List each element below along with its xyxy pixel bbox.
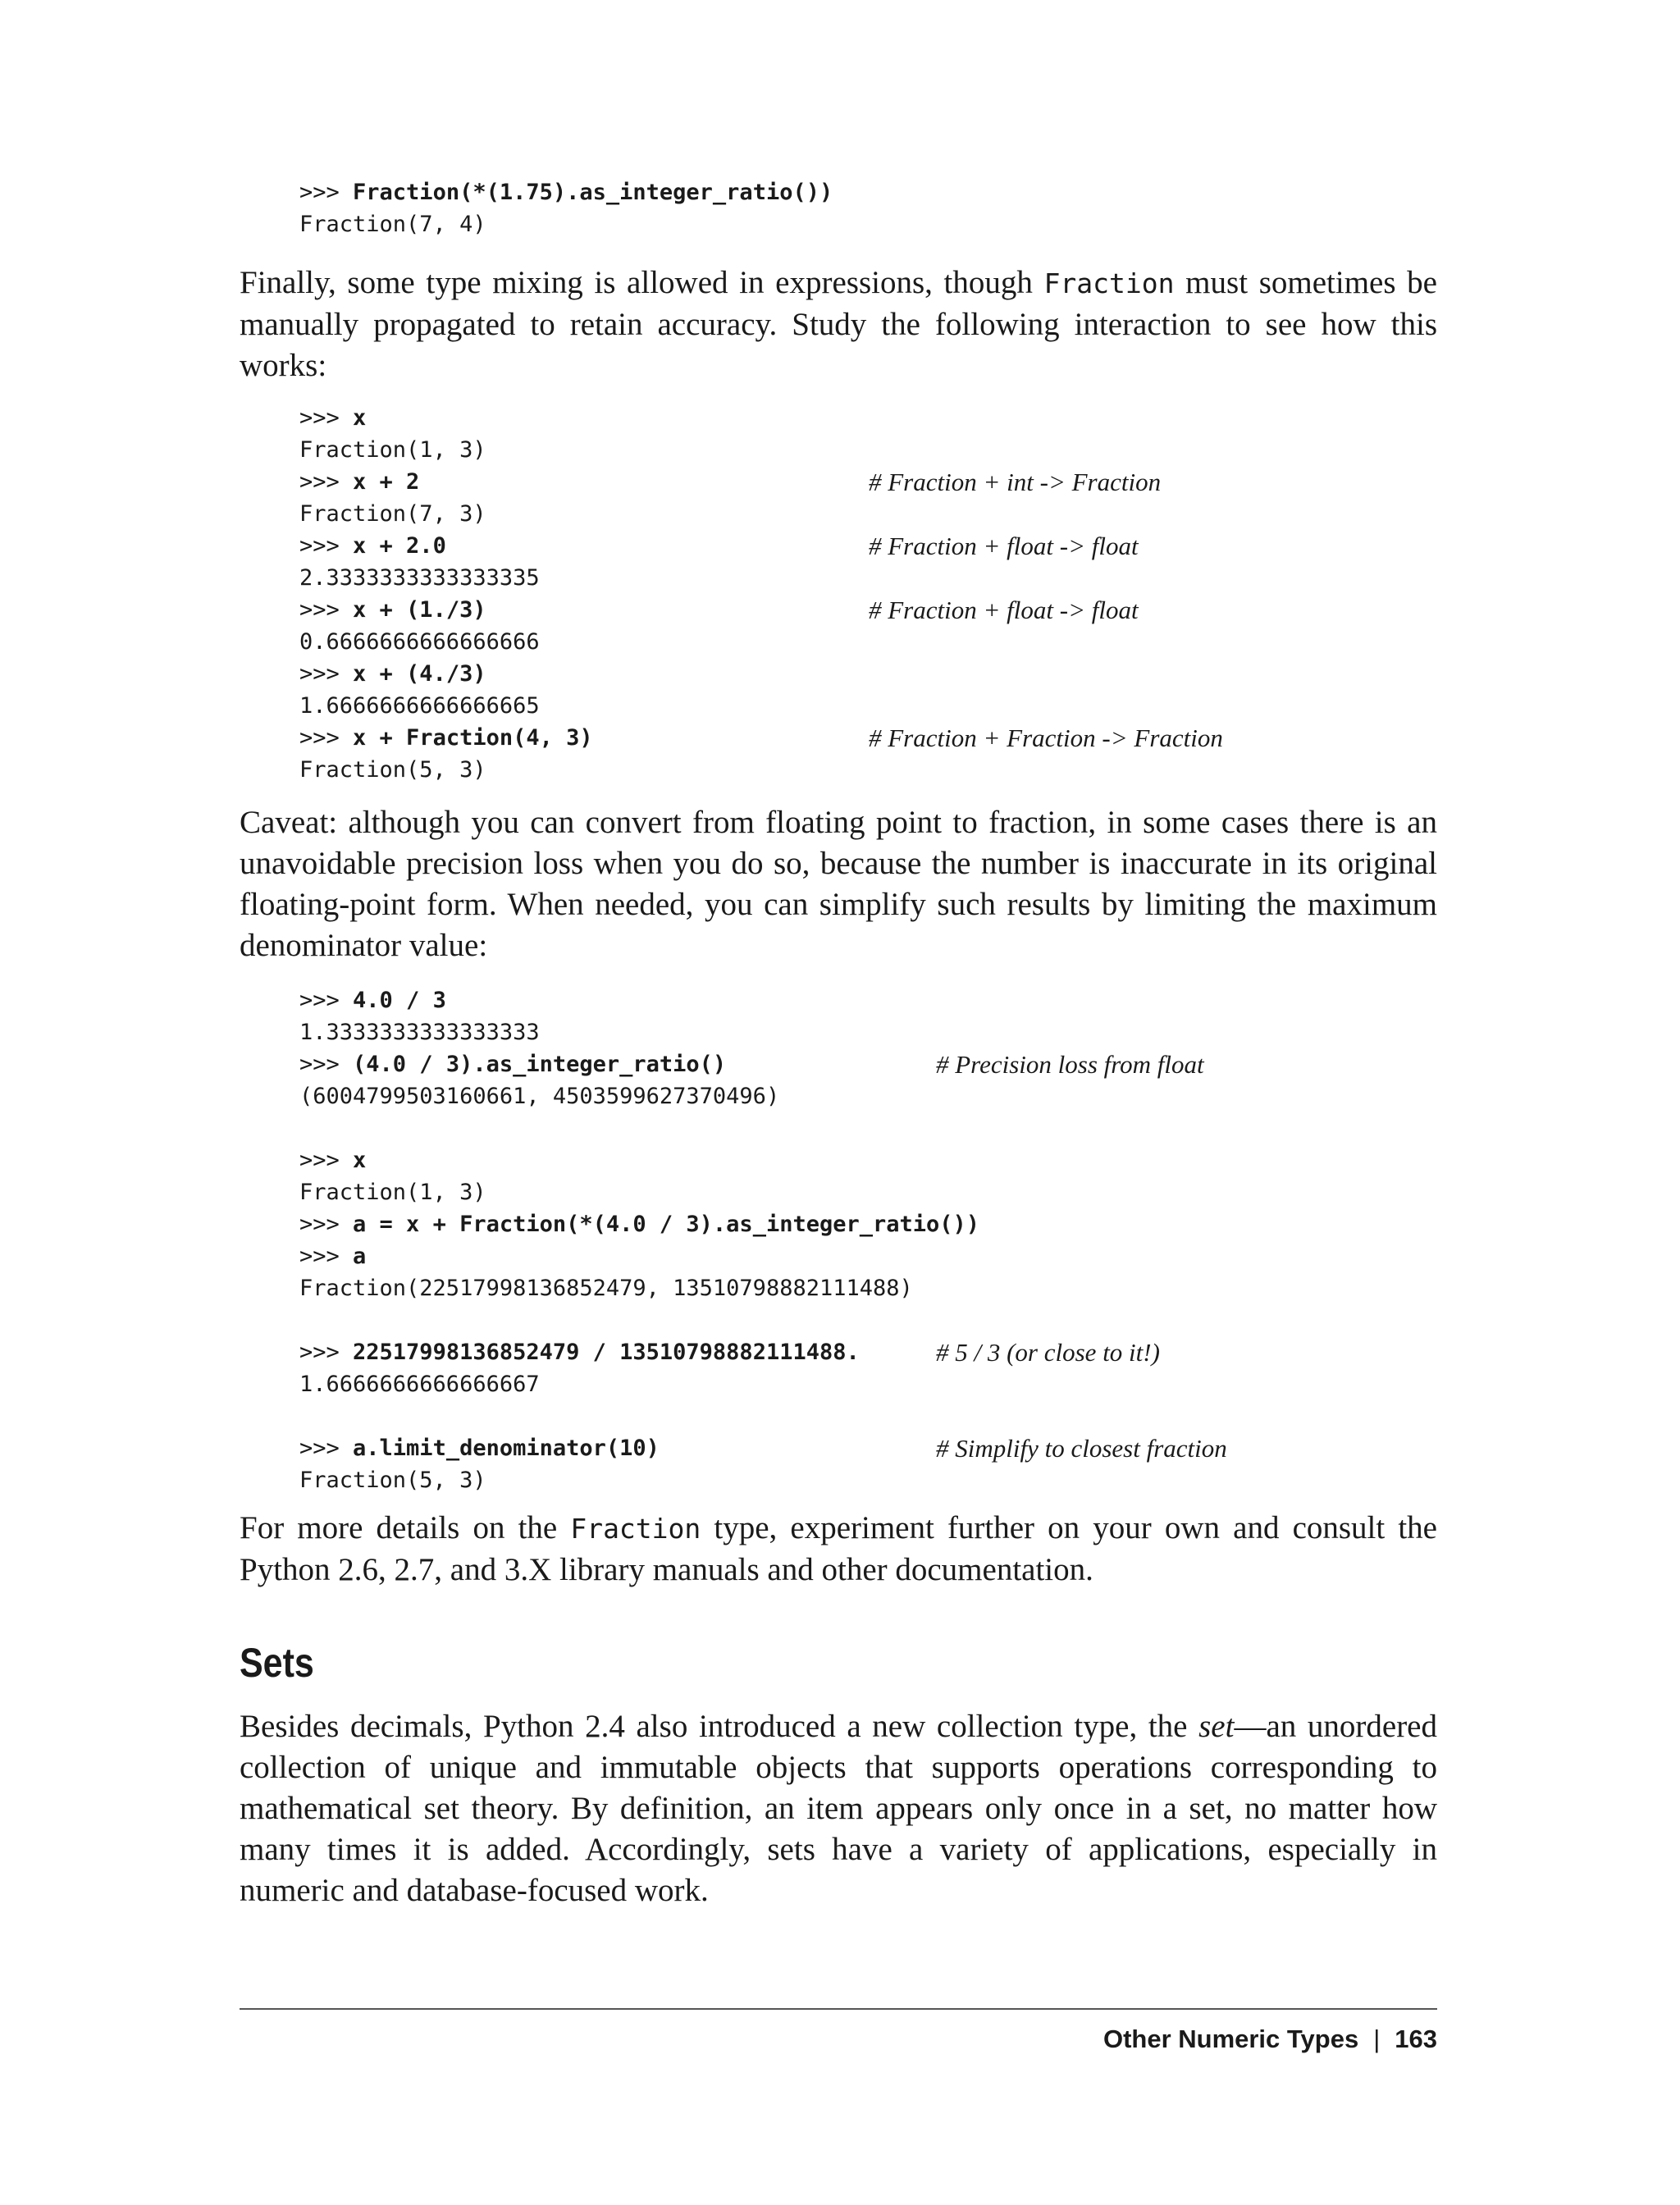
code-prompt: >>> [299,405,354,431]
code-input-line [299,594,1139,626]
code-output-line: Fraction(5, 3) [299,1468,486,1493]
code-input-line [299,530,1139,562]
code-input-line [299,1144,979,1176]
code-command: 22517998136852479 / 13510798882111488. [353,1340,860,1365]
page-number: 163 [1395,2025,1437,2053]
code-output-line: 1.3333333333333333 [299,1020,540,1045]
code-output-line: Fraction(7, 4) [299,212,486,237]
paragraph-more-details: For more details on the Fraction type, experiment further on your own and consult the Python 2.6, 2.7, and 3.X library manuals and other documentation. [240,1510,1437,1587]
code-blank-line [299,1112,979,1144]
code-input-line [299,1432,1227,1464]
code-prompt: >>> [299,725,354,751]
code-command: x + (4./3) [353,661,486,687]
code-prompt: >>> [299,1244,354,1269]
footer-section-title: Other Numeric Types [1102,2025,1359,2053]
code-input-line [299,1048,1204,1080]
paragraph-caveat: Caveat: although you can convert from floating point to fraction, in some cases there is an unavoidable precision loss when you do so, because the number is inaccurate in its original floating-point form. When needed, you can simplify such results by limiting the maximum denominator value: [240,805,1437,963]
code-comment: # Precision loss from float [936,1050,1204,1079]
code-command: x [353,1148,367,1173]
code-command: x + 2 [353,469,420,495]
code-output-line: (6004799503160661, 4503599627370496) [299,1084,780,1109]
code-command: x + Fraction(4, 3) [353,725,593,751]
code-input-line [299,1208,979,1240]
code-prompt: >>> [299,1436,354,1461]
code-command: x + (1./3) [353,597,486,623]
code-comment: # 5 / 3 (or close to it!) [936,1338,1160,1367]
code-input-line [299,402,593,434]
code-output-line: Fraction(5, 3) [299,757,486,783]
code-command: a [353,1244,367,1269]
code-prompt: >>> [299,1052,354,1077]
code-prompt: >>> [299,180,354,205]
code-prompt: >>> [299,1212,354,1237]
code-prompt: >>> [299,597,354,623]
code-command: (4.0 / 3).as_integer_ratio() [353,1052,727,1077]
code-block-precision [299,984,1227,1496]
code-command: x + 2.0 [353,533,446,559]
code-output-line: 1.6666666666666667 [299,1372,540,1397]
code-comment: # Fraction + float -> float [869,532,1139,560]
code-output-line: Fraction(1, 3) [299,1180,486,1205]
code-command: x [353,405,367,431]
code-input-line [299,1336,1160,1368]
section-heading-sets: Sets [240,1640,314,1686]
code-input-line [299,722,1223,754]
code-output-line: Fraction(1, 3) [299,437,486,463]
code-block-fraction-ratio [299,176,833,240]
code-output-line: 2.3333333333333335 [299,565,540,591]
code-output-line: Fraction(7, 3) [299,501,486,527]
code-blank-line [299,1400,979,1432]
paragraph-sets-intro: Besides decimals, Python 2.4 also introduced a new collection type, the set—an unordered collection of unique and immutable objects that supports operations corresponding to mathematical set theory. By definition, an item appears only once in a set, no matter how many times it is added. Accordingly, sets have a variety of applications, especially in numeric and database-focused work. [240,1709,1437,1908]
code-input-line [299,176,833,208]
inline-code-fraction: Fraction [1043,267,1175,299]
code-comment: # Fraction + float -> float [869,596,1139,624]
code-block-type-mixing [299,402,1223,786]
code-prompt: >>> [299,988,354,1013]
code-output-line: Fraction(22517998136852479, 13510798882111488) [299,1276,913,1301]
footer-separator: | [1373,2025,1381,2053]
code-prompt: >>> [299,661,354,687]
code-prompt: >>> [299,469,354,495]
code-command: a.limit_denominator(10) [353,1436,660,1461]
code-command: a = x + Fraction(*(4.0 / 3).as_integer_ratio()) [353,1212,980,1237]
code-prompt: >>> [299,1340,354,1365]
code-command: Fraction(*(1.75).as_integer_ratio()) [353,180,833,205]
code-output-line: 0.6666666666666666 [299,629,540,655]
code-command: 4.0 / 3 [353,988,446,1013]
code-prompt: >>> [299,533,354,559]
emphasis-set: set [1198,1709,1235,1744]
code-input-line [299,984,979,1016]
code-input-line [299,1240,979,1272]
inline-code-fraction: Fraction [570,1513,701,1545]
code-comment: # Simplify to closest fraction [936,1434,1227,1463]
page-footer [1103,2023,1437,2056]
paragraph-type-mixing: Finally, some type mixing is allowed in expressions, though Fraction must sometimes be manually propagated to retain accuracy. Study the following interaction to see how this works: [240,265,1437,383]
code-input-line [299,466,1162,498]
footer-rule [240,2008,1437,2010]
code-blank-line [299,1304,979,1336]
code-prompt: >>> [299,1148,354,1173]
code-output-line: 1.6666666666666665 [299,693,540,719]
code-comment: # Fraction + int -> Fraction [869,468,1162,496]
code-input-line [299,658,593,690]
code-comment: # Fraction + Fraction -> Fraction [869,724,1223,752]
